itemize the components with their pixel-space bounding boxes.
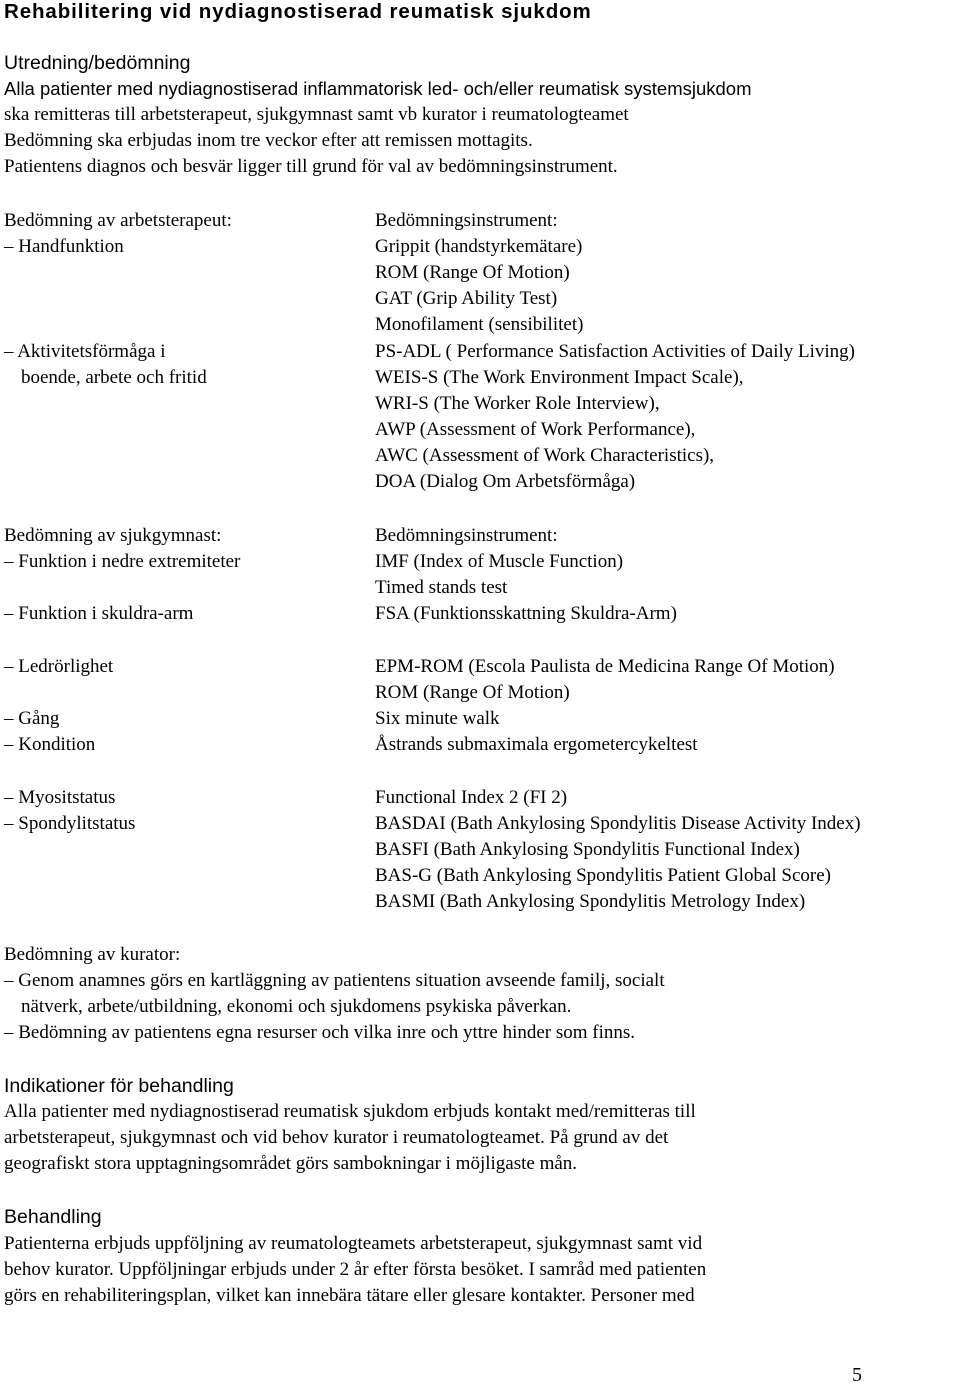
assessment-area: Gång <box>18 708 60 729</box>
indikationer-line-2: arbetsterapeut, sjukgymnast och vid behov kurator i reumatologteamet. På grund av det <box>4 1127 669 1148</box>
instrument-item: BASDAI (Bath Ankylosing Spondylitis Disease Activity Index) <box>375 813 861 834</box>
behandling-line-1: Patienterna erbjuds uppföljning av reumatologteamets arbetsterapeut, sjukgymnast samt vid <box>4 1233 703 1254</box>
assessment-area-continued: boende, arbete och fritid <box>21 367 207 388</box>
instrument-item: DOA (Dialog Om Arbetsförmåga) <box>375 471 636 492</box>
instrument-item: BASFI (Bath Ankylosing Spondylitis Functional Index) <box>375 839 800 860</box>
indikationer-line-1: Alla patienter med nydiagnostiserad reumatisk sjukdom erbjuds kontakt med/remitteras till <box>4 1101 696 1122</box>
assessment-area: Funktion i nedre extremiteter <box>18 551 241 572</box>
indikationer-line-3: geografiskt stora upptagningsområdet görs sambokningar i möjligaste mån. <box>4 1153 578 1174</box>
list-item <box>4 339 165 365</box>
behandling-line-2: behov kurator. Uppföljningar erbjuds under 2 år efter första besöket. I samråd med patienten <box>4 1259 707 1280</box>
section-heading-indikationer: Indikationer för behandling <box>4 1075 234 1097</box>
dash-bullet: – <box>4 656 14 677</box>
instrument-item: Grippit (handstyrkemätare) <box>375 236 583 257</box>
instrument-item: Functional Index 2 (FI 2) <box>375 787 568 808</box>
instrument-item: Timed stands test <box>375 577 508 598</box>
instrument-item: GAT (Grip Ability Test) <box>375 288 558 309</box>
assessment-area: Funktion i skuldra-arm <box>18 603 194 624</box>
kurator-item-1: Genom anamnes görs en kartläggning av patientens situation avseende familj, socialt <box>18 970 665 991</box>
instrument-item: ROM (Range Of Motion) <box>375 682 570 703</box>
sjukgymnast-heading: Bedömning av sjukgymnast: <box>4 525 222 546</box>
utredning-line-2: ska remitteras till arbetsterapeut, sjukgymnast samt vb kurator i reumatologteamet <box>4 104 629 125</box>
dash-bullet: – <box>4 236 14 257</box>
assessment-area: Ledrörlighet <box>18 656 114 677</box>
list-item <box>4 811 135 837</box>
dash-bullet: – <box>4 813 14 834</box>
instrument-item: ROM (Range Of Motion) <box>375 262 570 283</box>
instrument-item: Six minute walk <box>375 708 500 729</box>
kurator-item-1-continued: nätverk, arbete/utbildning, ekonomi och sjukdomens psykiska påverkan. <box>21 996 572 1017</box>
section-heading-utredning: Utredning/bedömning <box>4 52 191 74</box>
dash-bullet: – <box>4 551 14 572</box>
dash-bullet: – <box>4 708 14 729</box>
sjukgymnast-instrument-heading: Bedömningsinstrument: <box>375 525 558 546</box>
section-heading-behandling: Behandling <box>4 1206 102 1228</box>
assessment-area: Myositstatus <box>18 787 116 808</box>
list-item <box>4 654 113 680</box>
dash-bullet: – <box>4 1022 14 1043</box>
utredning-line-4: Patientens diagnos och besvär ligger till grund för val av bedömningsinstrument. <box>4 156 618 177</box>
list-item <box>4 549 240 575</box>
utredning-line-1: Alla patienter med nydiagnostiserad inflammatorisk led- och/eller reumatisk systemsjukdom <box>4 78 752 99</box>
dash-bullet: – <box>4 787 14 808</box>
list-item <box>4 1020 635 1046</box>
arbetsterapeut-instrument-heading: Bedömningsinstrument: <box>375 210 558 231</box>
instrument-item: Åstrands submaximala ergometercykeltest <box>375 734 698 755</box>
kurator-heading: Bedömning av kurator: <box>4 944 181 965</box>
arbetsterapeut-heading: Bedömning av arbetsterapeut: <box>4 210 232 231</box>
instrument-item: IMF (Index of Muscle Function) <box>375 551 624 572</box>
assessment-area: Handfunktion <box>18 236 124 257</box>
instrument-item: EPM-ROM (Escola Paulista de Medicina Range Of Motion) <box>375 656 835 677</box>
behandling-line-3: görs en rehabiliteringsplan, vilket kan innebära tätare eller glesare kontakter. Personer med <box>4 1285 695 1306</box>
dash-bullet: – <box>4 341 14 362</box>
assessment-area: Aktivitetsförmåga i <box>17 341 166 362</box>
list-item <box>4 706 59 732</box>
instrument-item: AWP (Assessment of Work Performance), <box>375 419 696 440</box>
dash-bullet: – <box>4 603 14 624</box>
list-item <box>4 601 193 627</box>
instrument-item: FSA (Funktionsskattning Skuldra-Arm) <box>375 603 677 624</box>
list-item <box>4 234 124 260</box>
dash-bullet: – <box>4 970 14 991</box>
instrument-item: AWC (Assessment of Work Characteristics), <box>375 445 715 466</box>
dash-bullet: – <box>4 734 14 755</box>
list-item <box>4 785 115 811</box>
list-item <box>4 732 95 758</box>
document-title: Rehabilitering vid nydiagnostiserad reumatisk sjukdom <box>4 0 592 23</box>
instrument-item: PS-ADL ( Performance Satisfaction Activities of Daily Living) <box>375 341 856 362</box>
instrument-item: WEIS-S (The Work Environment Impact Scale), <box>375 367 744 388</box>
assessment-area: Spondylitstatus <box>18 813 136 834</box>
utredning-line-3: Bedömning ska erbjudas inom tre veckor efter att remissen mottagits. <box>4 130 533 151</box>
list-item <box>4 968 665 994</box>
instrument-item: WRI-S (The Worker Role Interview), <box>375 393 660 414</box>
instrument-item: BASMI (Bath Ankylosing Spondylitis Metrology Index) <box>375 891 806 912</box>
page-number: 5 <box>852 1364 862 1386</box>
assessment-area: Kondition <box>18 734 96 755</box>
kurator-item-2: Bedömning av patientens egna resurser och vilka inre och yttre hinder som finns. <box>18 1022 636 1043</box>
instrument-item: BAS-G (Bath Ankylosing Spondylitis Patient Global Score) <box>375 865 831 886</box>
instrument-item: Monofilament (sensibilitet) <box>375 314 584 335</box>
